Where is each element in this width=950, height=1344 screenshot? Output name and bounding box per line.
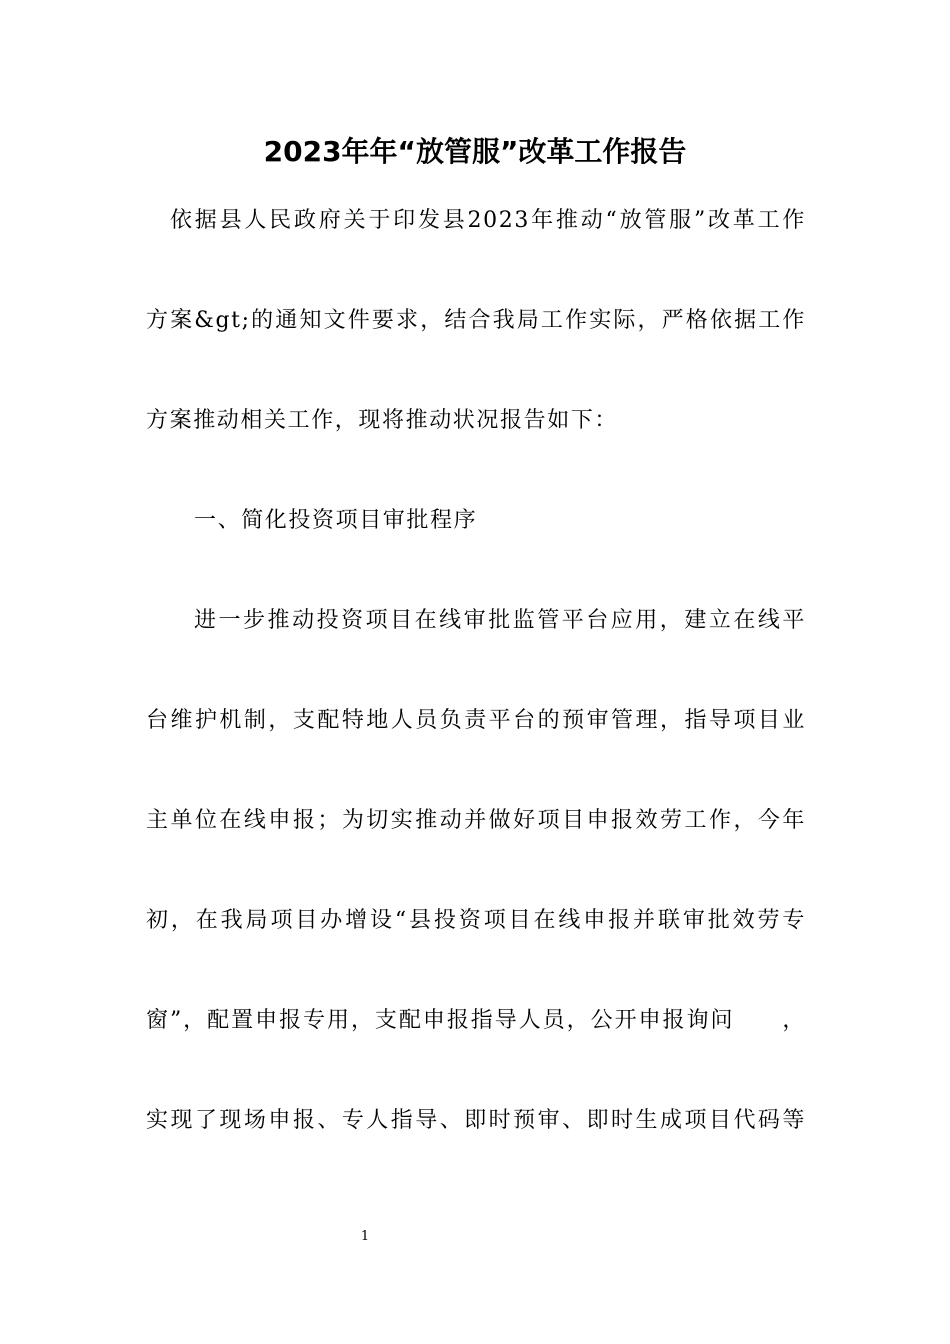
paragraph-line-7: 初，在我局项目办增设“县投资项目在线申报并联审批效劳专 <box>146 908 806 933</box>
paragraph-line-4: 进一步推动投资项目在线审批监管平台应用，建立在线平 <box>194 608 806 633</box>
paragraph-line-8: 窗”，配置申报专用，支配申报指导人员，公开申报询问 ， <box>146 1008 806 1033</box>
paragraph-line-9: 实现了现场申报、专人指导、即时预审、即时生成项目代码等 <box>146 1108 806 1133</box>
document-title: 2023年年“放管服”改革工作报告 <box>263 135 687 168</box>
paragraph-line-3: 方案推动相关工作，现将推动状况报告如下： <box>146 408 619 433</box>
paragraph-line-6: 主单位在线申报；为切实推动并做好项目申报效劳工作，今年 <box>146 808 806 833</box>
paragraph-line-1: 依据县人民政府关于印发县2023年推动“放管服”改革工作 <box>170 208 806 233</box>
paragraph-line-2: 方案&gt;的通知文件要求，结合我局工作实际，严格依据工作 <box>146 308 806 333</box>
section-heading-1: 一、简化投资项目审批程序 <box>194 508 478 533</box>
page-number: 1 <box>360 1229 370 1244</box>
paragraph-line-5: 台维护机制，支配特地人员负责平台的预审管理，指导项目业 <box>146 708 806 733</box>
